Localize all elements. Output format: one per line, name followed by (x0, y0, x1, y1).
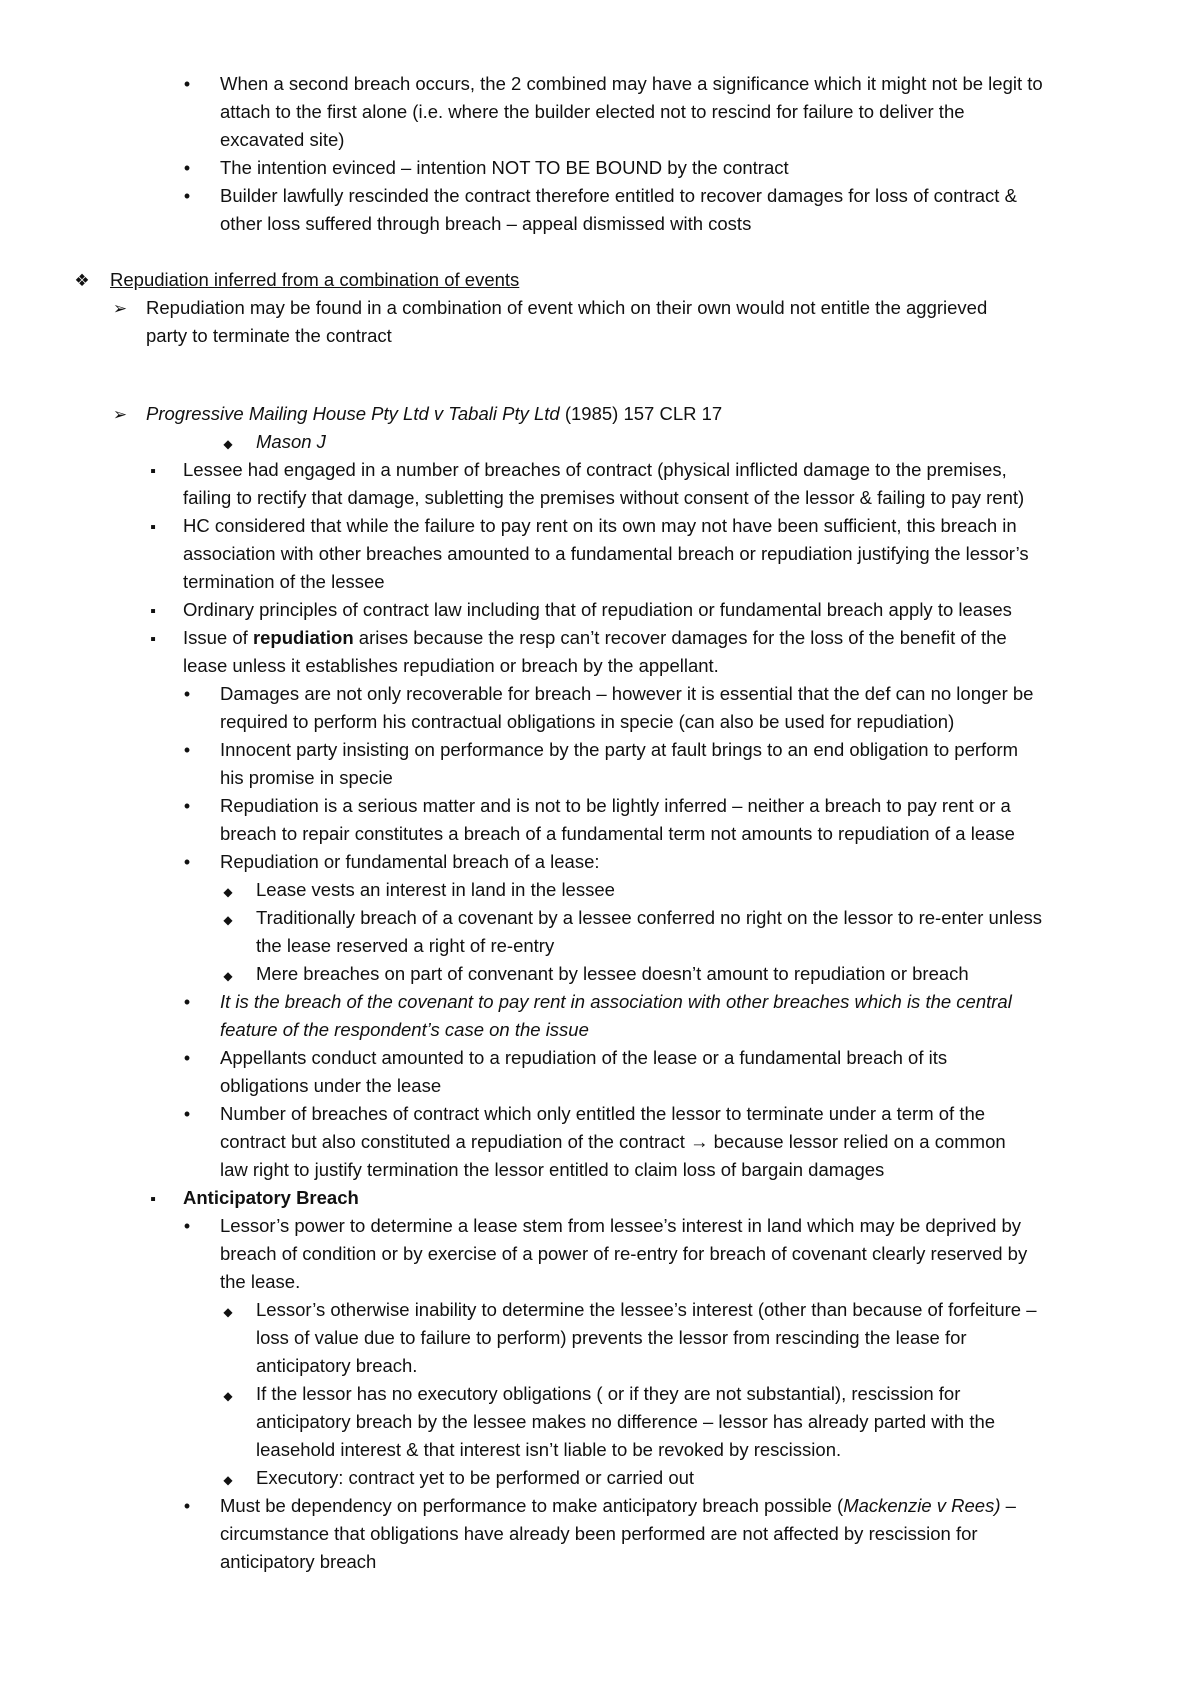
arrow-icon: → (689, 1131, 709, 1152)
text-line: the lease. (220, 1271, 301, 1292)
bullet-diamond (218, 876, 238, 906)
text-line: leasehold interest & that interest isn’t liable to be revoked by rescission. (256, 1439, 842, 1460)
text-line: his promise in specie (220, 767, 393, 788)
text-line: loss of value due to failure to perform) prevents the lessor from rescinding the lease for (256, 1327, 967, 1348)
bullet-diamond (218, 904, 238, 934)
text-line: the lease reserved a right of re-entry (256, 935, 555, 956)
text-line: anticipatory breach. (256, 1355, 418, 1376)
bullet-dot (177, 70, 197, 98)
bullet-diamond-cluster (72, 266, 92, 295)
text-line: anticipatory breach (220, 1551, 377, 1572)
text-line: Number of breaches of contract which only entitled the lessor to terminate under a term of the (220, 1103, 986, 1124)
text-line: Lessor’s power to determine a lease stem from lessee’s interest in land which may be deprived by (220, 1215, 1022, 1236)
text-line: Damages are not only recoverable for breach – however it is essential that the def can no longer be (220, 683, 1034, 704)
text-line: Builder lawfully rescinded the contract therefore entitled to recover damages for loss of contract & (220, 185, 1017, 206)
text-line: excavated site) (220, 129, 345, 150)
text-line: If the lessor has no executory obligations ( or if they are not substantial), rescission for (256, 1383, 961, 1404)
bullet-arrow (110, 294, 130, 323)
text-line: breach to repair constitutes a breach of a fundamental term not amounts to repudiation of a lease (220, 823, 1015, 844)
bullet-dot (177, 182, 197, 210)
judge-name: Mason J (256, 431, 326, 452)
bold-term: repudiation (252, 627, 354, 648)
text-line (220, 1128, 1006, 1156)
text-line: Repudiation or fundamental breach of a lease: (220, 851, 600, 872)
case-name: Progressive Mailing House Pty Ltd v Tabali Pty Ltd (146, 403, 560, 424)
text-line: HC considered that while the failure to pay rent on its own may not have been sufficient, this breach in (183, 515, 1017, 536)
text-line: Repudiation is a serious matter and is not to be lightly inferred – neither a breach to pay rent or a (220, 795, 1011, 816)
bullet-dot (177, 988, 197, 1016)
subheading: Anticipatory Breach (183, 1187, 359, 1208)
text-line: Lease vests an interest in land in the lessee (256, 879, 615, 900)
text-line: obligations under the lease (220, 1075, 442, 1096)
bullet-dot (177, 154, 197, 182)
bullet-diamond (218, 1296, 238, 1326)
text-line: termination of the lessee (183, 571, 385, 592)
text-line: The intention evinced – intention NOT TO BE BOUND by the contract (220, 157, 789, 178)
bullet-diamond (218, 1380, 238, 1410)
case-citation: (1985) 157 CLR 17 (559, 403, 723, 424)
text-fragment: because lessor relied on a common (708, 1131, 1006, 1152)
bullet-arrow (110, 400, 130, 429)
text-line: anticipatory breach by the lessee makes no difference – lessor has already parted with the (256, 1411, 996, 1432)
bullet-diamond (218, 1464, 238, 1494)
text-line: Traditionally breach of a covenant by a lessee conferred no right on the lessor to re-enter unless (256, 907, 1043, 928)
text-line: other loss suffered through breach – appeal dismissed with costs (220, 213, 752, 234)
text-line: feature of the respondent’s case on the issue (220, 1019, 589, 1040)
bullet-dot (177, 1044, 197, 1072)
text-line: Lessee had engaged in a number of breaches of contract (physical inflicted damage to the premises, (183, 459, 1007, 480)
text-line: failing to rectify that damage, subletting the premises without consent of the lessor & failing to pay rent) (183, 487, 1025, 508)
bullet-dot (177, 792, 197, 820)
text-line: lease unless it establishes repudiation or breach by the appellant. (183, 655, 719, 676)
bullet-dot (177, 1212, 197, 1240)
text-line: Ordinary principles of contract law including that of repudiation or fundamental breach apply to leases (183, 599, 1012, 620)
text-line: attach to the first alone (i.e. where the builder elected not to rescind for failure to deliver the (220, 101, 965, 122)
text-fragment: Issue of (183, 627, 253, 648)
text-line: breach of condition or by exercise of a power of re-entry for breach of covenant clearly reserved by (220, 1243, 1028, 1264)
text-line: party to terminate the contract (146, 325, 392, 346)
text-fragment: contract but also constituted a repudiation of the contract (220, 1131, 690, 1152)
text-line: Executory: contract yet to be performed or carried out (256, 1467, 695, 1488)
text-line: circumstance that obligations have already been performed are not affected by rescission for (220, 1523, 978, 1544)
text-fragment: Must be dependency on performance to make anticipatory breach possible ( (220, 1495, 844, 1516)
text-line: law right to justify termination the lessor entitled to claim loss of bargain damages (220, 1159, 885, 1180)
text-line (183, 624, 1007, 652)
bullet-dot (177, 848, 197, 876)
bullet-dot (177, 736, 197, 764)
case-name: Mackenzie v Rees) (843, 1495, 1001, 1516)
text-line: required to perform his contractual obligations in specie (can also be used for repudiation) (220, 711, 955, 732)
bullet-dot (177, 1492, 197, 1520)
bullet-square (143, 624, 163, 654)
bullet-square (143, 456, 163, 486)
text-line: Repudiation may be found in a combination of event which on their own would not entitle the aggrieved (146, 297, 988, 318)
text-line (220, 1492, 1016, 1520)
text-line: Mere breaches on part of convenant by lessee doesn’t amount to repudiation or breach (256, 963, 969, 984)
text-fragment: – (1000, 1495, 1016, 1516)
bullet-square (143, 1184, 163, 1214)
bullet-diamond (218, 960, 238, 990)
text-line: Lessor’s otherwise inability to determine the lessee’s interest (other than because of forfeiture – (256, 1299, 1037, 1320)
bullet-dot (177, 680, 197, 708)
bullet-square (143, 512, 163, 542)
text-line: When a second breach occurs, the 2 combined may have a significance which it might not be legit to (220, 73, 1043, 94)
text-fragment: arises because the resp can’t recover damages for the loss of the benefit of the (353, 627, 1007, 648)
bullet-diamond (218, 428, 238, 458)
text-line: Innocent party insisting on performance by the party at fault brings to an end obligation to perform (220, 739, 1019, 760)
bullet-square (143, 596, 163, 626)
text-line: association with other breaches amounted to a fundamental breach or repudiation justifying the lessor’s (183, 543, 1029, 564)
text-line: It is the breach of the covenant to pay rent in association with other breaches which is the central (220, 991, 1012, 1012)
case-citation-line (146, 400, 722, 428)
bullet-dot (177, 1100, 197, 1128)
text-line: Appellants conduct amounted to a repudiation of the lease or a fundamental breach of its (220, 1047, 948, 1068)
section-heading: Repudiation inferred from a combination of events (110, 269, 520, 290)
